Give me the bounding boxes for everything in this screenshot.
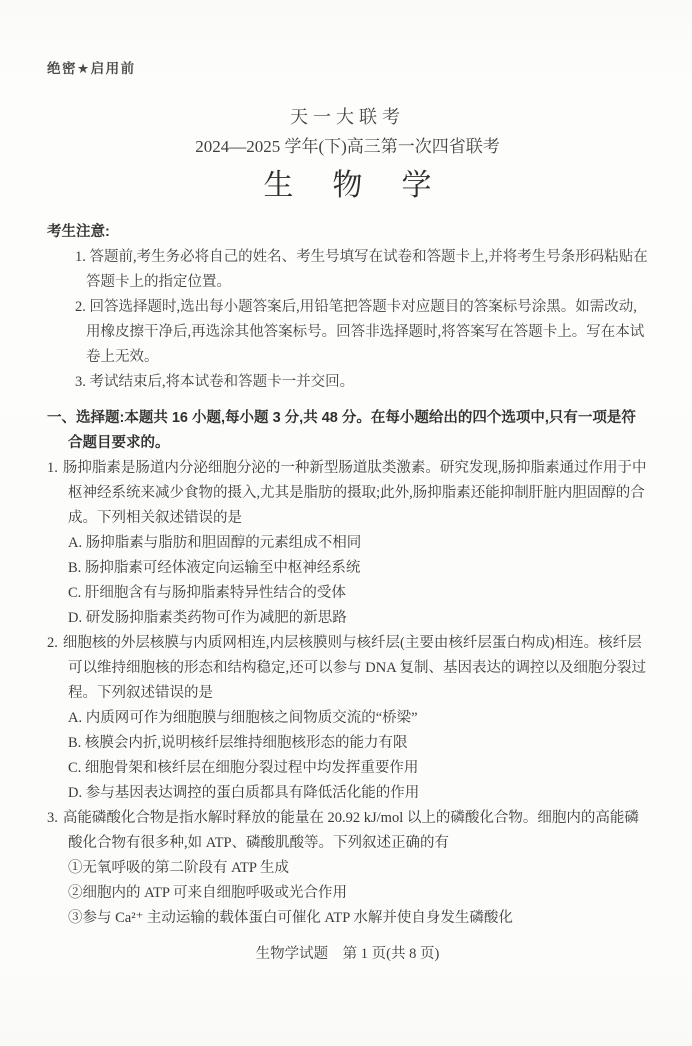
question-1-option-c: C. 肝细胞含有与肠抑脂素特异性结合的受体 (68, 585, 346, 601)
notice-item-1: 1. 答题前,考生务必将自己的姓名、考生号填写在试卷和答题卡上,并将考生号条形码粘贴在答题卡上的指定位置。 (75, 249, 648, 290)
question-2-stem (47, 631, 648, 706)
notice-item-3: 3. 考试结束后,将本试卷和答题卡一并交回。 (75, 374, 355, 390)
question-1-option-d: D. 研发肠抑脂素类药物可作为减肥的新思路 (68, 610, 347, 626)
question-3-stem (47, 806, 648, 856)
question-2-option-c: C. 细胞骨架和核纤层在细胞分裂过程中均发挥重要作用 (68, 760, 419, 776)
question-2-option-a: A. 内质网可作为细胞膜与细胞核之间物质交流的“桥梁” (68, 710, 418, 726)
question-3-statement-1: ①无氧呼吸的第二阶段有 ATP 生成 (68, 860, 289, 876)
question-1 (47, 456, 648, 631)
question-1-option-a: A. 肠抑脂素与脂肪和胆固醇的元素组成不相同 (68, 535, 362, 551)
classification-label: 绝密★启用前 (47, 61, 136, 76)
subject-title: 生物学 (263, 169, 471, 202)
question-3-statement-3: ③参与 Ca²⁺ 主动运输的载体蛋白可催化 ATP 水解并使自身发生磷酸化 (68, 910, 513, 926)
question-2-stem-text: 细胞核的外层核膜与内质网相连,内层核膜则与核纤层(主要由核纤层蛋白构成)相连。核纤层可以维持细胞核的形态和结构稳定,还可以参与 DNA 复制、基因表达的调控以及细胞分裂过程。下列叙述错误的是 (62, 635, 646, 701)
question-3-statement-2: ②细胞内的 ATP 可来自细胞呼吸或光合作用 (68, 885, 347, 901)
question-3-number: 3. (47, 810, 58, 826)
question-1-option-b: B. 肠抑脂素可经体液定向运输至中枢神经系统 (68, 560, 361, 576)
question-2 (47, 631, 648, 806)
question-1-number: 1. (47, 460, 58, 476)
question-1-stem (47, 456, 648, 531)
question-2-number: 2. (47, 635, 58, 651)
question-3-stem-text: 高能磷酸化合物是指水解时释放的能量在 20.92 kJ/mol 以上的磷酸化合物。细胞内的高能磷酸化合物有很多种,如 ATP、磷酸肌酸等。下列叙述正确的有 (62, 810, 639, 851)
page-footer: 生物学试题 第 1 页(共 8 页) (255, 946, 440, 962)
question-1-stem-text: 肠抑脂素是肠道内分泌细胞分泌的一种新型肠道肽类激素。研究发现,肠抑脂素通过作用于中枢神经系统来减少食物的摄入,尤其是脂肪的摄取;此外,肠抑脂素还能抑制肝脏内胆固醇的合成。下列相关叙述错误的是 (62, 460, 647, 526)
exam-session-subtitle: 2024—2025 学年(下)高三第一次四省联考 (195, 137, 500, 156)
question-2-option-d: D. 参与基因表达调控的蛋白质都具有降低活化能的作用 (68, 785, 420, 801)
question-3 (47, 806, 648, 931)
exam-organization-title: 天一大联考 (290, 107, 405, 127)
question-2-option-b: B. 核膜会内折,说明核纤层维持细胞核形态的能力有限 (68, 735, 408, 751)
notice-title: 考生注意: (47, 224, 110, 240)
notice-item-2: 2. 回答选择题时,选出每小题答案后,用铅笔把答题卡对应题目的答案标号涂黑。如需改动,用橡皮擦干净后,再选涂其他答案标号。回答非选择题时,将答案写在答题卡上。写在本试卷上无效。 (75, 299, 645, 365)
section-heading-multiple-choice: 一、选择题:本题共 16 小题,每小题 3 分,共 48 分。在每小题给出的四个选项中,只有一项是符合题目要求的。 (47, 410, 636, 451)
examinee-notice-section (47, 220, 648, 395)
